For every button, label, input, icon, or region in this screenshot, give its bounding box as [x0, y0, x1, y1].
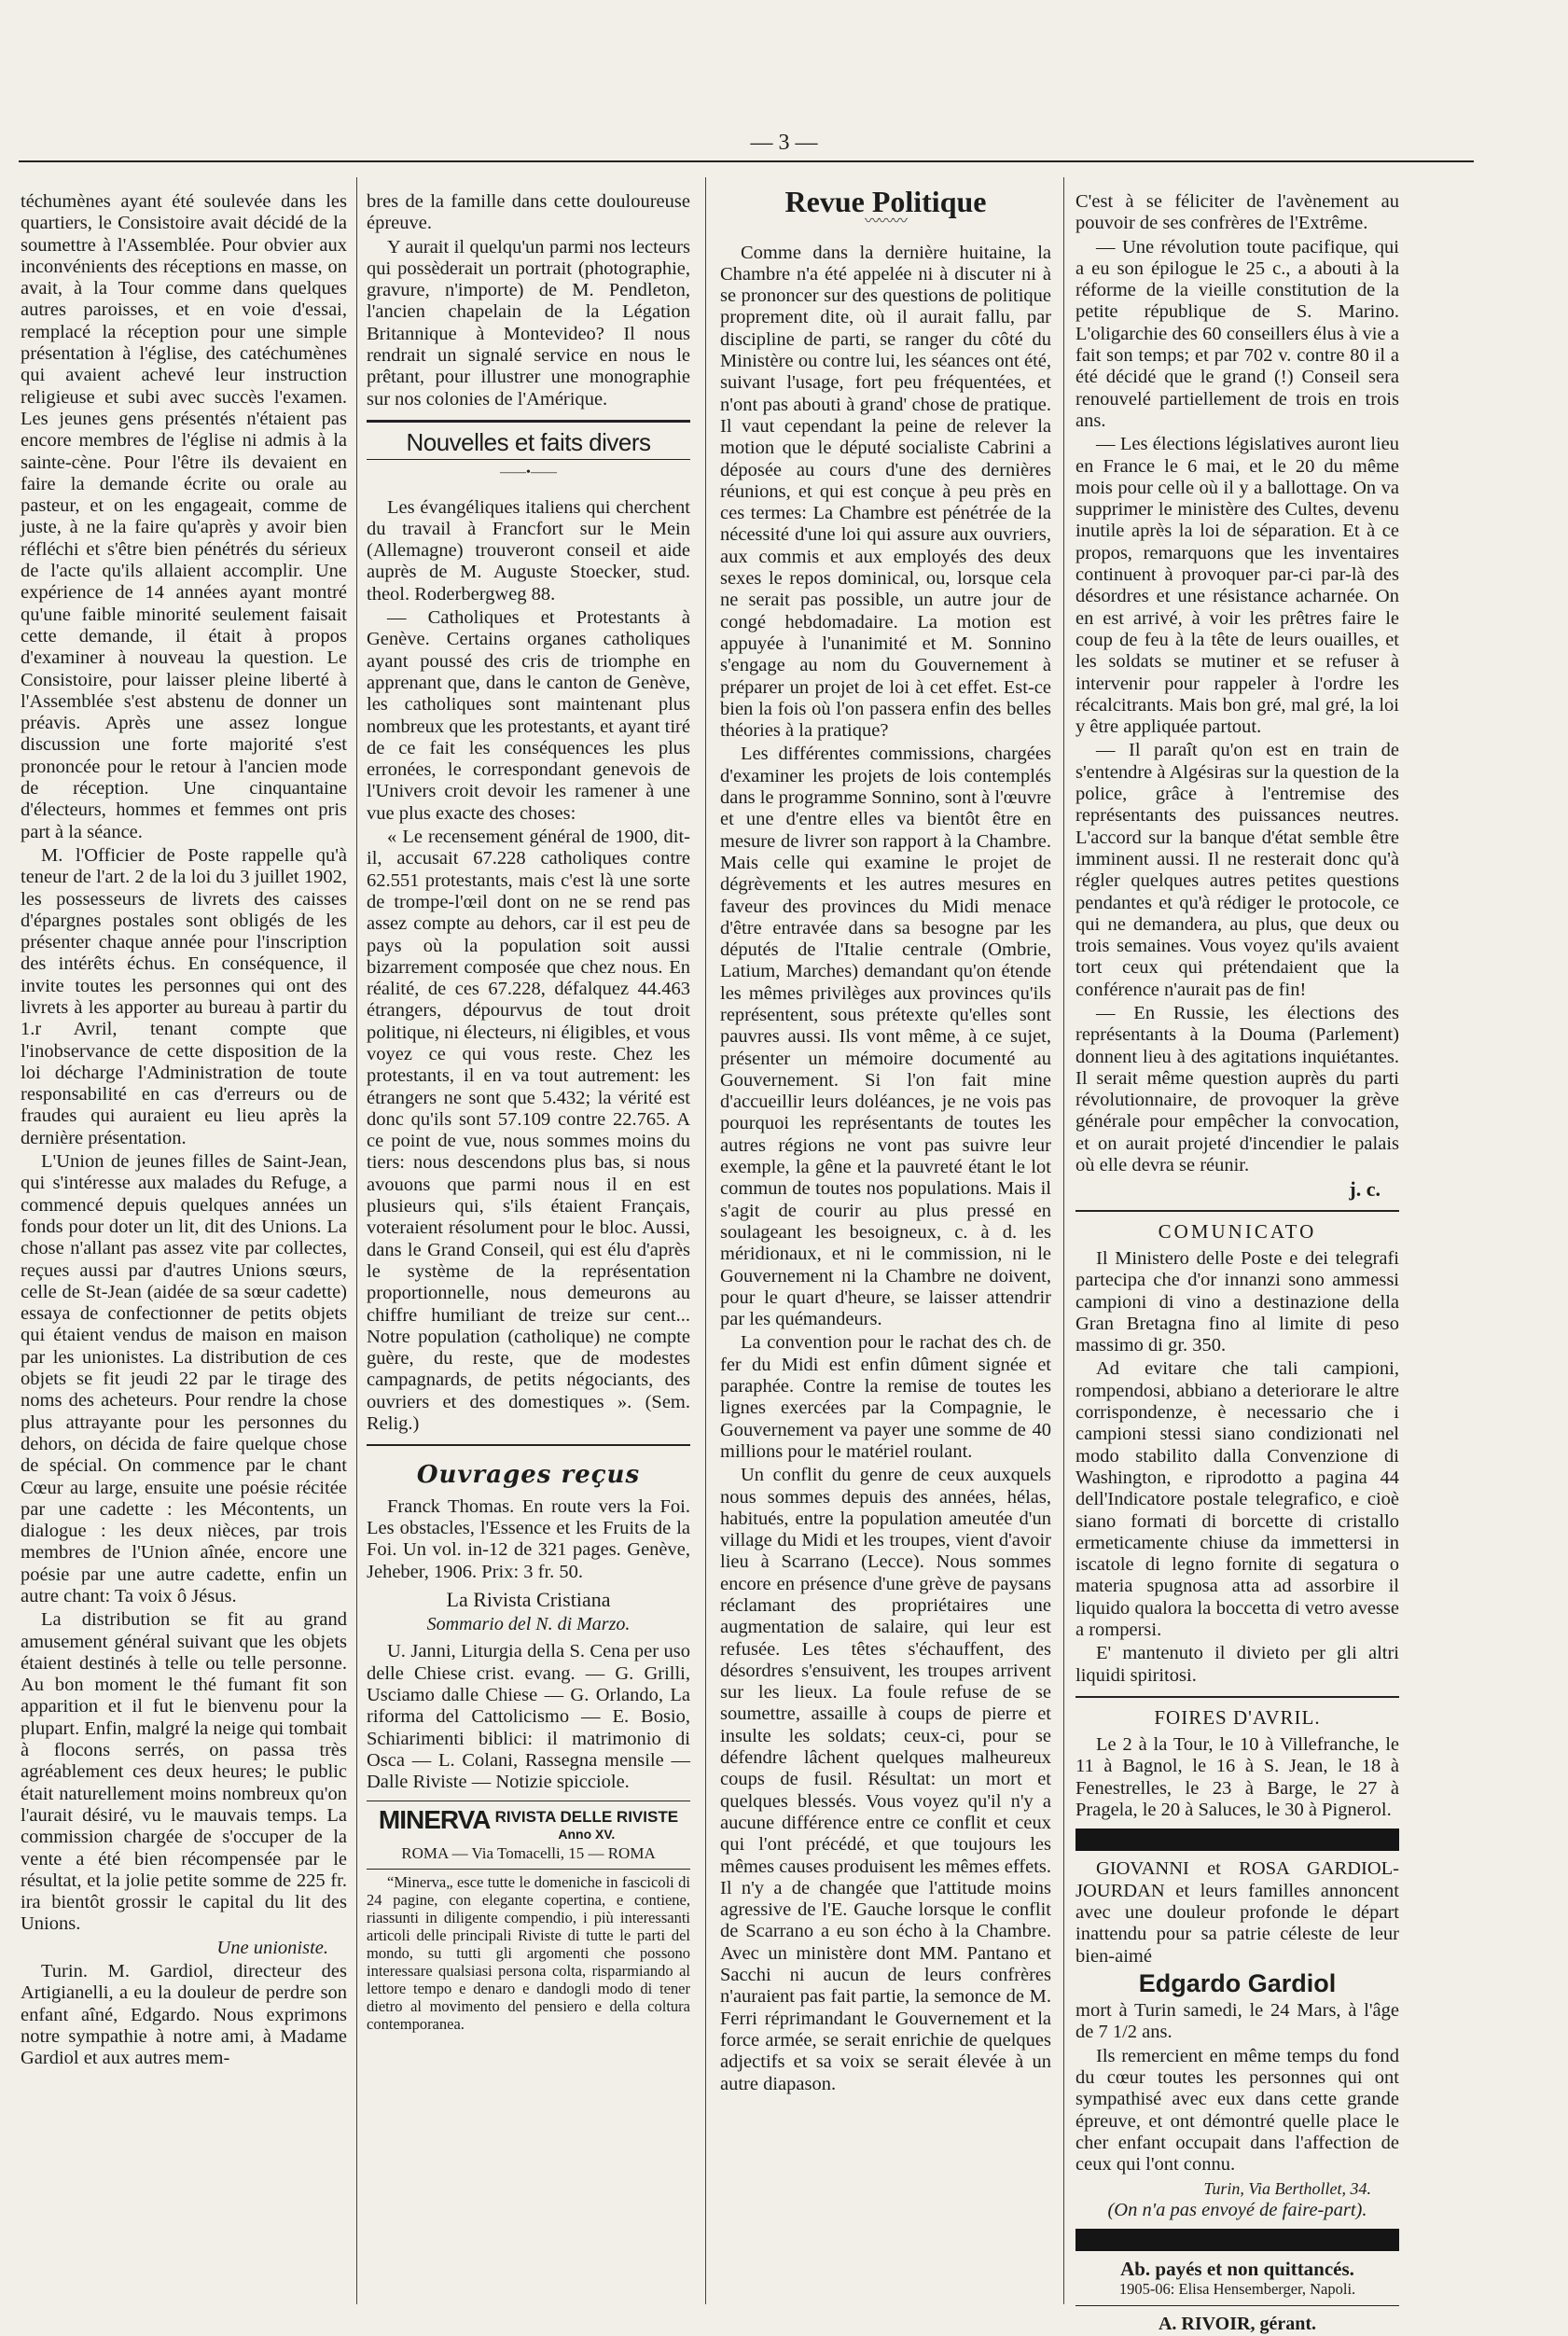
article-paragraph: C'est à se féliciter de l'avènement au pouvoir de ses confrères de l'Extrême. [1075, 191, 1399, 234]
section-rule [367, 1444, 690, 1446]
article-paragraph: L'Union de jeunes filles de Saint-Jean, qui s'intéresse aux malades du Refuge, a commencé depuis quelques années un fonds pour doter un lit, dit des Unions. La chose n'allant pas assez vite par collectes, reçues aussi par d'autres Unions sœurs, celle de St-Jean (aidée de sa sœur cadette) essaya de confectionner de petits objets qui étaient vendus de maison en maison par les unionistes. La distribution de ces objets se fit jeudi 22 par le tirage des noms des acheteurs. Pour rendre la chose plus attrayante pour les personnes du dehors, on décida de faire quelque chose de spécial. On commence par le chant Cœur au large, ensuite une poésie récitée par une cadette : les Mécontents, un dialogue : les deux nièces, par trois membres de l'Union aînée, encore une poésie par une autre cadette, enfin un autre chant: Ta voix ô Jésus. [21, 1151, 347, 1606]
minerva-address: ROMA — Via Tomacelli, 15 — ROMA [401, 1844, 656, 1863]
article-paragraph: — Une révolution toute pacifique, qui a eu son épilogue le 25 c., a abouti à la réforme de la vieille constitution de la petite république de S. Marino. L'oligarchie des 60 conseillers élus à vie a fait son temps; et par 702 v. contre 80 il a été décidé que le grand (!) Conseil sera renouvelé partiellement de trois en trois ans. [1075, 236, 1399, 431]
section-heading-ouvrages: Ouvrages reçus [416, 1461, 641, 1490]
obituary-address: Turin, Via Berthollet, 34. [1203, 2178, 1371, 2198]
article-signature: Une unioniste. [216, 1937, 328, 1958]
section-heading-nouvelles: Nouvelles et faits divers [367, 420, 690, 460]
review-title: La Rivista Cristiana [446, 1587, 611, 1611]
section-rule [1075, 1696, 1399, 1698]
article-signature: j. c. [1349, 1177, 1381, 1202]
article-paragraph: Ad evitare che tali campioni, rompendosi, abbiano a deteriorare le altre corrispondenze, è necessario che i campioni stessi siano condizionati nel modo stabilito dalla Convenzione di Washington, e riprodotto a pagina 44 dell'Indicatore postale telegrafico, e cioè siano formati di borcette di cristallo ermeticamente chiuse da immettersi in iscatole di legno fornite di segatura o materia spugnosa atta ad assorbire il liquido qualora la boccetta di vetro avesse a rompersi. [1075, 1358, 1399, 1640]
article-paragraph: — Il paraît qu'on est en train de s'entendre à Algésiras sur la question de la police, grâce à l'entremise des représentants des puissances neutres. L'accord sur la banque d'état semble être imminent aussi. Il ne resterait donc qu'à régler quelques autres petites questions pendantes et qu'à rédiger le protocole, ce qui ne demandera, au plus, que deux ou trois semaines. Vous voyez qu'ils avaient tort ceux qui prétendaient que la conférence n'aurait pas de fin! [1075, 740, 1399, 1000]
article-paragraph: La convention pour le rachat des ch. de fer du Midi est enfin dûment signée et paraphée. Contre la remise de toutes les lignes exercées par la Compagnie, le Gouvernement va payer une somme de 40 millions pour le matériel roulant. [720, 1332, 1051, 1462]
obituary-announcement: GIOVANNI et ROSA GARDIOL-JOURDAN et leurs familles annoncent avec une douleur profonde le départ inattendu pour sa patrie céleste de leur bien-aimé [1075, 1858, 1399, 1967]
article-paragraph: — Catholiques et Protestants à Genève. Certains organes catholiques ayant poussé des cris de triomphe en apprenant que, dans le canton de Genève, les catholiques sont maintenant plus nombreux que les protestants, et ayant tiré de ce fait les conséquences les plus erronées, le correspondant genevois de l'Univers croit devoir les ramener à une vue plus exacte des choses: [367, 607, 690, 824]
section-rule [1075, 2305, 1399, 2306]
article-paragraph: bres de la famille dans cette douloureuse épreuve. [367, 191, 690, 234]
article-paragraph: « Le recensement général de 1900, dit-il, accusait 67.228 catholiques contre 62.551 protestants, mais c'est là une sorte de trompe-l'œil dont on ne se rend pas assez compte au dehors, car il est peu de pays où la population soit aussi bizarrement composée que chez nous. En réalité, de ces 67.228, défalquez 44.463 étrangers, dépourvus de tout droit politique, ni électeurs, ni éligibles, et vous voyez ce qui vous reste. Chez les protestants, il en va tout autrement: les étrangers ne sont que 5.432; la vérité est donc qu'ils sont 57.109 contre 22.765. A ce point de vue, nous sommes moins du tiers: nous descendons plus bas, si nous avouons que parmi nous il en est plusieurs qui, s'ils étaient Français, voteraient résolument pour le bloc. Aussi, dans le Grand Conseil, qui est élu d'après le système de la représentation proportionnelle, nous demeurons au chiffre humiliant de treize sur cent... Notre population (catholique) ne compte guère, du reste, que de modestes campagnards, de petits négociants, des ouvriers et des domestiques ». (Sem. Relig.) [367, 827, 690, 1435]
obituary-name: Edgardo Gardiol [1138, 1968, 1337, 1997]
article-paragraph: Y aurait il quelqu'un parmi nos lecteurs qui possèderait un portrait (photographie, gravure, n'importe) de M. Pendleton, l'ancien chapelain de la Légation Britannique à Montevideo? Il nous rendrait un signalé service en nous le prêtant, pour illustrer une monographie sur nos colonies de l'Amérique. [367, 236, 690, 410]
article-paragraph: téchumènes ayant été soulevée dans les quartiers, le Consistoire avait décidé de la soumettre à l'Assemblée. Pour obvier aux inconvénients des réceptions en masse, on avait, à la Tour comme dans quelques autres paroisses, et en voie d'essai, remplacé la réception pour une simple présentation à l'église, des catéchumènes qui avaient achevé leur instruction religieuse et subi avec succès l'examen. Les jeunes gens présentés n'étaient pas encore membres de l'église ni admis à la sainte-cène. Pour l'être ils devaient en faire la demande écrite ou orale au pasteur, et on les engageait, comme de juste, à ne la faire qu'après y avoir bien réfléchi et s'être bien pénétrés du sérieux de l'acte qu'ils allaient accomplir. Une expérience de 14 années ayant montré qu'une faible minorité seulement faisait cette demande, il était à propos d'examiner à nouveau la question. Le Consistoire, pour laisser pleine liberté à l'Assemblée s'est abstenu de donner un préavis. Après une assez longue discussion une forte majorité s'est prononcée pour le retour à l'ancien mode de réception. Une cinquantaine d'électeurs, hommes et femmes ont pris part à la séance. [21, 191, 347, 842]
article-paragraph: Les évangéliques italiens qui cherchent du travail à Francfort sur le Mein (Allemagne) trouveront conseil et aide auprès de M. Auguste Stoecker, stud. theol. Roderbergweg 88. [367, 496, 690, 605]
column-divider [1063, 177, 1064, 2304]
article-paragraph: Il Ministero delle Poste e dei telegrafi partecipa che d'or innanzi sono ammessi campioni di vino a destinazione della Gran Bretagna fino al limite di peso massimo di gr. 350. [1075, 1247, 1399, 1356]
ornament-divider: 〰〰〰 [864, 214, 907, 230]
subscriptions-heading: Ab. payés et non quittancés. [1120, 2258, 1354, 2281]
column-2 [367, 191, 690, 2309]
article-paragraph: Franck Thomas. En route vers la Foi. Les obstacles, l'Essence et les Fruits de la Foi. Un vol. in-12 de 321 pages. Genève, Jeheber, 1906. Prix: 3 fr. 50. [367, 1495, 690, 1582]
minerva-subtitle: RIVISTA DELLE RIVISTE Anno XV. [494, 1808, 679, 1842]
subscriptions-entry: 1905-06: Elisa Hensemberger, Napoli. [1118, 2280, 1356, 2299]
article-paragraph: Le 2 à la Tour, le 10 à Villefranche, le 11 à Bagnol, le 16 à S. Jean, le 18 à Fenestrelles, le 23 à Barge, le 27 à Pragela, le 20 à Saluces, le 30 à Pignerol. [1075, 1734, 1399, 1821]
article-paragraph: M. l'Officier de Poste rappelle qu'à teneur de l'art. 2 de la loi du 3 juillet 1902, les possesseurs de livrets des caisses d'épargnes postales sont obligés de les présenter chaque année pour l'inscription des intérêts échus. En conséquence, il invite toutes les personnes qui ont des livrets à les apporter au bureau à partir du 1.r Avril, tenant compte que l'inobservance de cette disposition de la loi décharge l'Administration de toute responsabilité en cas d'erreurs ou de fraudes qui auraient eu lieu après la dernière présentation. [21, 844, 347, 1148]
article-paragraph: — Les élections législatives auront lieu en France le 6 mai, et le 20 du même mois pour celle où il y a ballottage. On va supprimer le ministère des Cultes, devenu inutile après la loi de séparation. Et à ce propos, remarquons que les inventaires continuent à provoquer par-ci par-là des désordres et une résistance acharnée. On en est arrivé, à voir les prêtres faire le coup de feu à la tête de leurs ouailles, et les soldats se mutiner et se refuser à intervenir pour rappeler à l'ordre les récalcitrants. Mais bon gré, mal gré, la loi y être appliquée partout. [1075, 434, 1399, 738]
article-paragraph: La distribution se fit au grand amusement général suivant que les objets étaient destinés à telle ou telle personne. Au bon moment le thé fumant fit son apparition et il fut le bienvenu pour la plupart. Enfin, malgré la neige qui tombait à flocons serrés, on passa très agréablement ces deux heures; le public était naturellement moins nombreux qu'on l'aurait désiré, vu le mauvais temps. La commission chargée de s'occuper de la vente a été bien récompensée par le résultat, et la jolie petite somme de 225 fr. ira bientôt grossir le capital du lit des Unions. [21, 1609, 347, 1935]
article-paragraph: Les différentes commissions, chargées d'examiner les projets de lois contemplés dans le programme Sonnino, sont à l'œuvre et une d'entre elles va bientôt être en mesure de livrer son rapport à la Chambre. Mais celle qui examine le projet de dégrèvements et les autres mesures en faveur des provinces du Midi menace d'être entravée dans sa besogne par les députés de l'Italie centrale (Ombrie, Latium, Marches) demandant qu'on étende les mêmes privilèges aux provinces qu'ils représentent, sous prétexte qu'elles sont pauvres aussi. Ils vont même, à ce sujet, présenter un mémoire documenté au Gouvernement. Si l'on fait mine d'accueillir leurs doléances, je ne vois pas pourquoi les représentants de toutes les autres régions ne vont pas suivre leur exemple, la gêne et la pauvreté étant le lot commun de toutes nos populations. Mais il s'agit de courir au plus pressé en soulageant les besoigneux, c. à d. les méridionaux, et ni le commission, ni le Gouvernement ni la Chambre ne doivent, pour le quart d'heure, se laisser attendrir par les quémandeurs. [720, 744, 1051, 1330]
section-rule [1075, 1210, 1399, 1212]
article-paragraph: Un conflit du genre de ceux auxquels nous sommes depuis des années, hélas, habitués, entre la population ameutée d'un village du Midi et les troupes, vient d'avoir lieu à Scarrano (Lecce). Nous sommes encore en présence d'une grève de paysans réclamant des propriétaires une augmentation de salaire, qui leur est refusée. Les têtes s'échauffent, des désordres s'ensuivent, les troupes arrivent sur les lieux. La foule refuse de se soumettre, assaille à coups de pierre et insulte les soldats; ceux-ci, pour se défendre lâchent quelques malheureux coups de fusil. Résultat: un mort et quelques blessés. Vous voyez qu'il n'y a aucune différence entre ce conflit et ceux qui l'ont précédé, et que toujours les mêmes causes produisent les mêmes effets. Il n'y a de changée que l'attitude moins agressive de l'E. Gauche lorsque le conflit de Scarrano a eu son écho à la Chambre. Avec un ministère dont MM. Pantano et Sacchi ni aucun de leurs confrères n'auraient pas fait partie, la semonce de M. Ferri réprimandant le Gouvernement et la force armée, se serait enrichie de quelques adjectifs et sa voix se serait élevée à un autre diapason. [720, 1465, 1051, 2094]
article-paragraph: E' mantenuto il divieto per gli altri liquidi spiritosi. [1075, 1643, 1399, 1686]
article-paragraph: Comme dans la dernière huitaine, la Chambre n'a été appelée ni à discuter ni à se prononcer sur des questions de politique proprement dite, où il aurait fallu, par discipline de parti, se ranger du côté du Ministère ou contre lui, les séances ont été, suivant l'usage, fort peu fréquentées, et n'ont pas abouti à grand' chose de pratique. Il vaut cependant la peine de relever la motion que le député socialiste Cabrini a déposée au cours d'une des dernières réunions, et qui est conçue à peu près en ces termes: La Chambre est pénétrée de la nécessité d'une loi qui assure aux ouvriers, aux commis et aux employés des deux sexes le repos dominical, ou, lorsque cela ne serait pas possible, un autre jour de congé hebdomadaire. La motion est appuyée à l'unanimité et M. Sonnino s'engage au nom du Gouvernement à préparer un projet de loi à cet effet. Est-ce bien la fois où l'on passera enfin des belles théories à la pratique? [720, 242, 1051, 742]
column-1 [21, 191, 347, 2309]
column-divider [356, 177, 357, 2304]
page-number: — 3 — [750, 131, 818, 155]
black-divider-bar [1075, 1828, 1399, 1851]
section-heading-revue: Revue Politique [784, 185, 987, 218]
review-subtitle: Sommario del N. di Marzo. [426, 1614, 631, 1635]
column-divider [705, 177, 706, 2304]
black-divider-bar [1075, 2229, 1399, 2251]
section-rule [367, 1869, 690, 1870]
article-paragraph: Ils remercient en même temps du fond du cœur toutes les personnes qui ont sympathisé avec eux dans cette grande épreuve, et ont démontré quelle place le cher enfant occupait dans l'affection de ceux qui l'ont connu. [1075, 2045, 1399, 2176]
column-4 [1075, 191, 1399, 2335]
ornament-divider: ——•—— [500, 466, 557, 480]
editor-signature: A. RIVOIR, gérant. [1158, 2314, 1317, 2335]
header-rule [19, 160, 1474, 162]
minerva-title: MINERVA [378, 1805, 491, 1835]
article-paragraph: Turin. M. Gardiol, directeur des Artigianelli, a eu la douleur de perdre son enfant aîné, Edgardo. Nous exprimons notre sympathie à notre ami, à Madame Gardiol et aux autres mem- [21, 1961, 347, 2069]
section-heading-comunicato: COMUNICATO [1158, 1219, 1317, 1243]
minerva-description: “Minerva„ esce tutte le domeniche in fascicoli di 24 pagine, con elegante copertina, e contiene, riassunti in diligente compendio, i più interessanti articoli delle principali Riviste di tutte le parti del mondo, su tutti gli argomenti che possono interessare qualsiasi persona colta, risparmiando al lettore tempo e denaro e dandogli modo di tener dietro al movimento del pensiero e della coltura contemporanea. [367, 1872, 690, 2033]
minerva-masthead [367, 1805, 690, 1842]
column-3 [720, 185, 1051, 2309]
obituary-details: mort à Turin samedi, le 24 Mars, à l'âge de 7 1/2 ans. [1075, 2000, 1399, 2043]
section-heading-foires: FOIRES D'AVRIL. [1154, 1705, 1321, 1729]
article-paragraph: U. Janni, Liturgia della S. Cena per uso delle Chiese crist. evang. — G. Grilli, Usciamo dalle Chiese — G. Orlando, La riforma del Cattolicismo — E. Bosio, Schiarimenti biblici: il matrimonio di Osca — L. Colani, Rassegna mensile — Dalle Riviste — Notizie spicciole. [367, 1641, 690, 1793]
article-paragraph: — En Russie, les élections des représentants à la Douma (Parlement) donnent lieu à des agitations inquiétantes. Il serait même question auprès du parti révolutionnaire, de provoquer la grève générale pour empêcher la convocation, et on aurait projeté d'incendier le palais où elle devra se réunir. [1075, 1002, 1399, 1176]
obituary-note: (On n'a pas envoyé de faire-part). [1107, 2199, 1367, 2220]
